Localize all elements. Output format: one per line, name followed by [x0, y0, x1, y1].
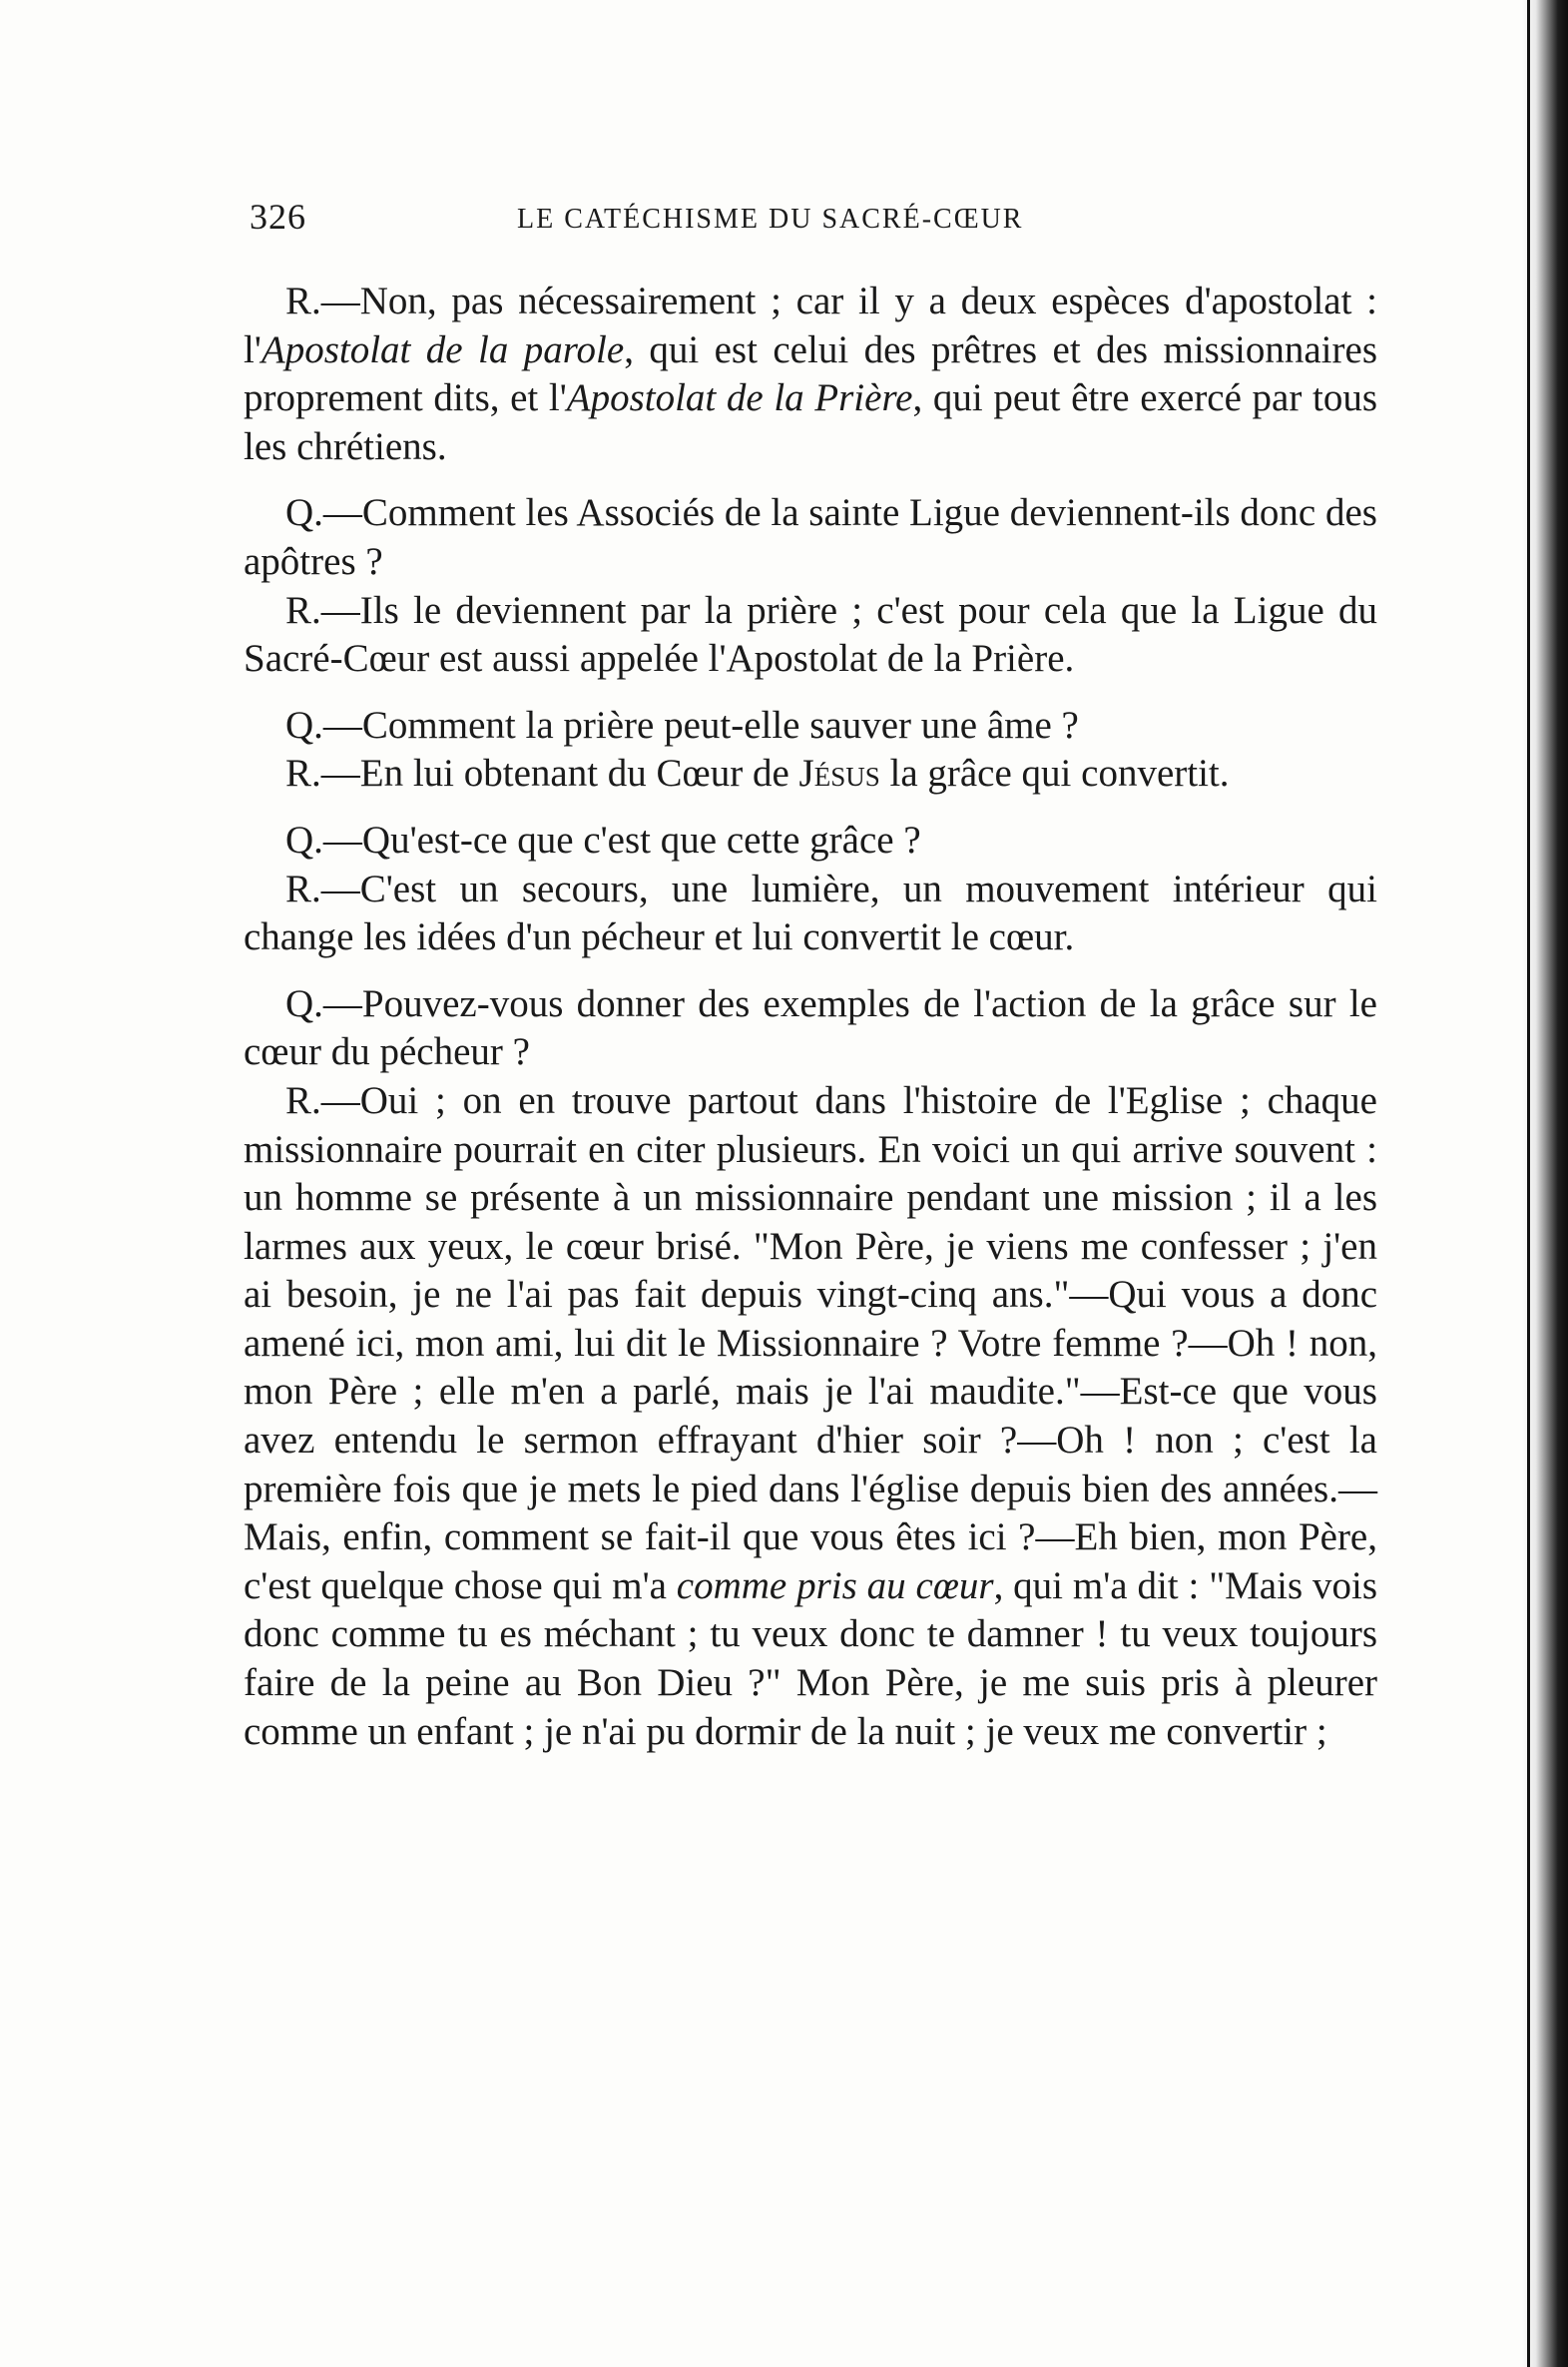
page-header — [250, 196, 1387, 246]
italic-text: Apostolat de la parole — [261, 327, 625, 371]
binding-edge-line — [1527, 0, 1530, 2367]
paragraph-p8 — [244, 980, 1377, 1077]
paragraph-p1 — [244, 278, 1377, 471]
text-segment: la grâce qui convertit. — [879, 752, 1230, 796]
paragraph-p6 — [244, 817, 1377, 866]
paragraph-p7 — [244, 866, 1377, 962]
italic-text: Apostolat de la Prière — [566, 376, 913, 420]
paragraph-p2 — [244, 489, 1377, 586]
text-segment: Q.—Pouvez-vous donner des exemples de l'action de la grâce sur le cœur du pécheur ? — [244, 981, 1377, 1074]
text-segment: , qui m'a dit : "Mais vois donc comme tu es méchant ; tu veux donc te damner ! tu veux toujours faire de la peine au Bon Dieu ?" Mon Père, je me suis pris à pleurer comme un enfant ; je n'ai pu dormir de la nuit ; je veux me convertir ; — [244, 1563, 1378, 1753]
paragraph-p5 — [244, 750, 1377, 799]
text-segment: , qui peut être exercé par tous les chrétiens. — [244, 376, 1377, 468]
text-segment: R.—Oui ; on en trouve partout dans l'histoire de l'Eglise ; chaque missionnaire pourrait en citer plusieurs. En voici un qui arrive souvent : un homme se présente à un missionnaire pendant une mission ; il a les larmes aux yeux, le cœur brisé. "Mon Père, je viens me confesser ; j'en ai besoin, je ne l'ai pas fait depuis vingt-cinq ans."—Qui vous a donc amené ici, mon ami, lui dit le Missionnaire ? Votre femme ?—Oh ! non, mon Père ; elle m'en a parlé, mais je l'ai maudite."—Est-ce que vous avez entendu le sermon effrayant d'hier soir ?—Oh ! non ; c'est la première fois que je mets le pied dans l'église depuis bien des années.—Mais, enfin, comment se fait-il que vous êtes ici ?—Eh bien, mon Père, c'est quelque chose qui m'a — [244, 1078, 1377, 1607]
text-segment: R.—Non, pas nécessairement ; car il y a deux espèces d'apostolat : l' — [244, 280, 1377, 371]
text-segment: Q.—Comment la prière peut-elle sauver une âme ? — [285, 703, 1079, 747]
paragraph-p9 — [244, 1077, 1377, 1756]
paragraph-p4 — [244, 702, 1377, 751]
italic-text: comme pris au cœur — [676, 1563, 994, 1607]
text-segment: R.—En lui obtenant du Cœur de — [285, 752, 799, 796]
body-text — [244, 278, 1377, 1756]
paragraph-p3 — [244, 587, 1377, 684]
page-number: 326 — [250, 197, 306, 237]
text-segment: , qui est celui des prêtres et des missionnaires proprement dits, et l' — [244, 327, 1377, 420]
text-segment: R.—Ils le deviennent par la prière ; c'est pour cela que la Ligue du Sacré-Cœur est aussi appelée l'Apostolat de la Prière. — [244, 588, 1377, 681]
text-segment: Q.—Qu'est-ce que c'est que cette grâce ? — [285, 818, 921, 862]
running-title: LE CATÉCHISME DU SACRÉ-CŒUR — [517, 204, 1024, 235]
text-segment: R.—C'est un secours, une lumière, un mouvement intérieur qui change les idées d'un pécheur et lui convertit le cœur. — [244, 867, 1377, 959]
small-caps-text: Jésus — [798, 752, 880, 796]
text-segment: Q.—Comment les Associés de la sainte Ligue deviennent-ils donc des apôtres ? — [244, 491, 1377, 583]
